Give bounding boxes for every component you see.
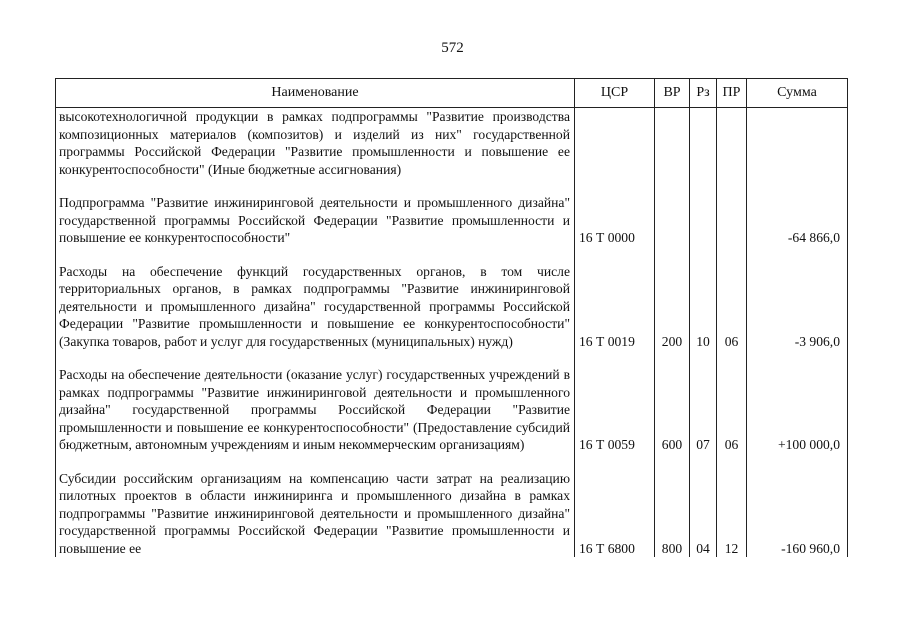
row-sum-cell: -64 866,0	[747, 178, 848, 247]
row-csr-cell: 16 Т 0059	[575, 350, 655, 454]
row-rz-cell: 10	[690, 247, 717, 351]
row-rz-cell	[690, 108, 717, 179]
column-header-csr: ЦСР	[575, 79, 655, 108]
table-row	[56, 454, 848, 558]
row-name-cell: высокотехнологичной продукции в рамках подпрограммы "Развитие производства композиционных материалов (композитов) и изделий из них" государственной программы Российской Федерации "Развитие промышленности и повышение ее конкурентоспособности" (Иные бюджетные ассигнования)	[56, 108, 575, 179]
table-header-row	[56, 79, 848, 108]
row-pr-cell	[717, 108, 747, 179]
row-csr-cell: 16 Т 0000	[575, 178, 655, 247]
column-header-pr: ПР	[717, 79, 747, 108]
row-rz-cell	[690, 178, 717, 247]
row-vr-cell	[655, 178, 690, 247]
row-sum-cell	[747, 108, 848, 179]
row-rz-cell: 07	[690, 350, 717, 454]
row-pr-cell: 06	[717, 247, 747, 351]
column-header-sum: Сумма	[747, 79, 848, 108]
row-csr-cell: 16 Т 6800	[575, 454, 655, 558]
column-header-vr: ВР	[655, 79, 690, 108]
row-name-cell: Расходы на обеспечение функций государственных органов, в том числе территориальных органов, в рамках подпрограммы "Развитие инжиниринговой деятельности и промышленного дизайна" государственной программы Российской Федерации "Развитие промышленности и повышение ее конкурентоспособности" (Закупка товаров, работ и услуг для государственных (муниципальных) нужд)	[56, 247, 575, 351]
column-header-name: Наименование	[56, 79, 575, 108]
page-number: 572	[441, 40, 464, 56]
row-vr-cell: 800	[655, 454, 690, 558]
row-sum-cell: -3 906,0	[747, 247, 848, 351]
row-pr-cell: 12	[717, 454, 747, 558]
row-vr-cell	[655, 108, 690, 179]
table-row	[56, 178, 848, 247]
row-sum-cell: -160 960,0	[747, 454, 848, 558]
row-vr-cell: 200	[655, 247, 690, 351]
row-csr-cell	[575, 108, 655, 179]
table-row	[56, 350, 848, 454]
table-row	[56, 247, 848, 351]
budget-table	[55, 78, 848, 557]
table-row	[56, 108, 848, 179]
row-csr-cell: 16 Т 0019	[575, 247, 655, 351]
row-pr-cell	[717, 178, 747, 247]
row-sum-cell: +100 000,0	[747, 350, 848, 454]
row-vr-cell: 600	[655, 350, 690, 454]
row-rz-cell: 04	[690, 454, 717, 558]
row-name-cell: Расходы на обеспечение деятельности (оказание услуг) государственных учреждений в рамках подпрограммы "Развитие инжиниринговой деятельности и промышленного дизайна" государственной программы Российской Федерации "Развитие промышленности и повышение ее конкурентоспособности" (Предоставление субсидий бюджетным, автономным учреждениям и иным некоммерческим организациям)	[56, 350, 575, 454]
column-header-rz: Рз	[690, 79, 717, 108]
row-name-cell: Подпрограмма "Развитие инжиниринговой деятельности и промышленного дизайна" государственной программы Российской Федерации "Развитие промышленности и повышение ее конкурентоспособности"	[56, 178, 575, 247]
row-name-cell: Субсидии российским организациям на компенсацию части затрат на реализацию пилотных проектов в области инжиниринга и промышленного дизайна в рамках подпрограммы "Развитие инжиниринговой деятельности и промышленного дизайна" государственной программы Российской Федерации "Развитие промышленности и повышение ее	[56, 454, 575, 558]
row-pr-cell: 06	[717, 350, 747, 454]
